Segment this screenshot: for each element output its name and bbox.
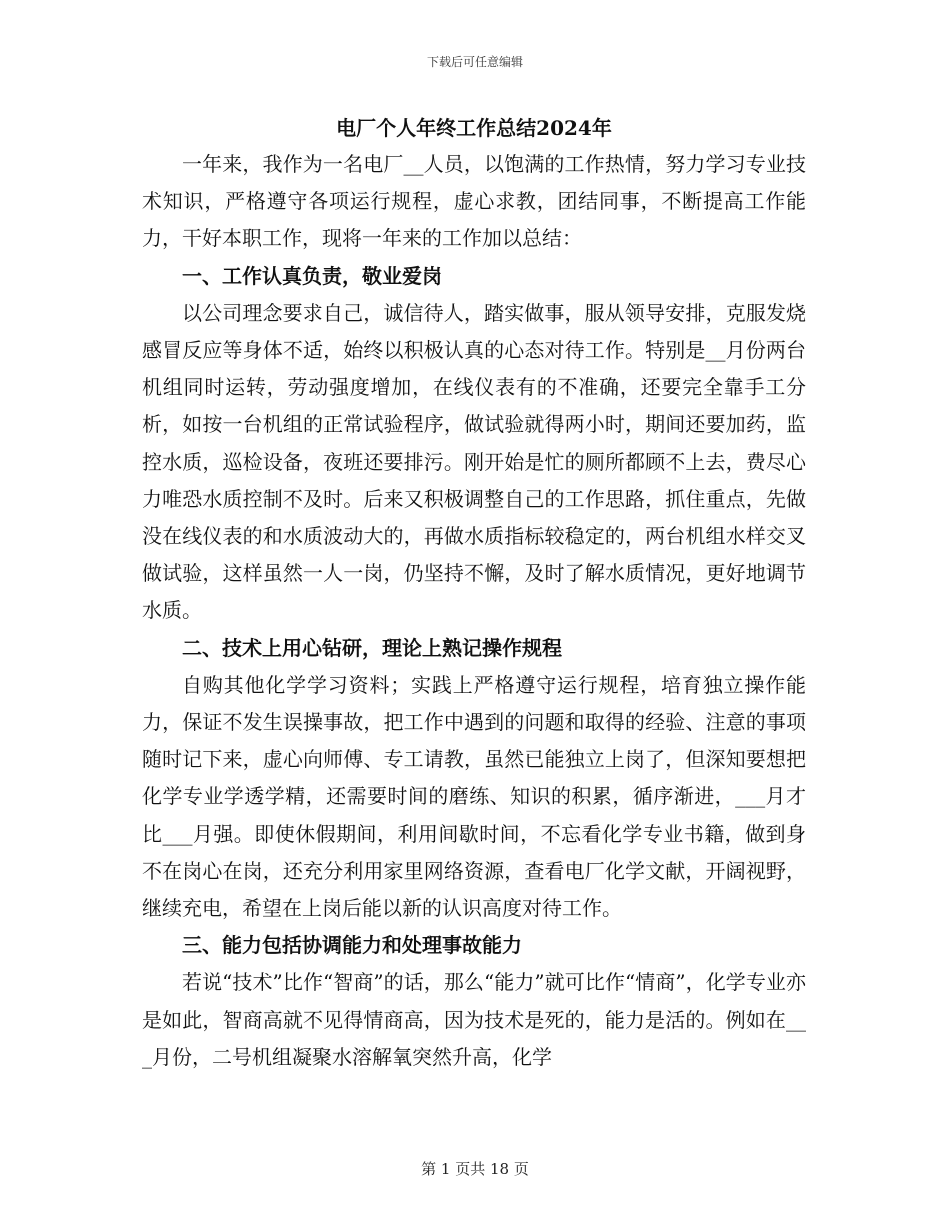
document-title: 电厂个人年终工作总结2024年: [336, 116, 612, 140]
page-number-footer: 第 1 页共 18 页: [421, 1160, 529, 1178]
section-1-body: 以公司理念要求自己，诚信待人，踏实做事，服从领导安排，克服发烧感冒反应等身体不适，始终以积极认真的心态对待工作。特别是__月份两台机组同时运转，劳动强度增加，在线仪表有的不准确，还要完全靠手工分析，如按一台机组的正常试验程序，做试验就得两小时，期间还要加药，监控水质，巡检设备，夜班还要排污。刚开始是忙的厕所都顾不上去，费尽心力唯恐水质控制不及时。后来又积极调整自己的工作思路，抓住重点，先做没在线仪表的和水质波动大的，再做水质指标较稳定的，两台机组水样交叉做试验，这样虽然一人一岗，仍坚持不懈，及时了解水质情况，更好地调节水质。: [142, 300, 806, 623]
intro-paragraph: 一年来，我作为一名电厂__人员，以饱满的工作热情，努力学习专业技术知识，严格遵守各项运行规程，虚心求教，团结同事，不断提高工作能力，干好本职工作，现将一年来的工作加以总结：: [142, 152, 806, 251]
section-3-body: 若说“技术”比作“智商”的话，那么“能力”就可比作“情商”，化学专业亦是如此，智商高就不见得情商高，因为技术是死的，能力是活的。例如在___月份，二号机组凝聚水溶解氧突然升高，化学: [142, 970, 806, 1069]
document-body: [142, 110, 806, 1076]
section-2-heading: 二、技术上用心钻研，理论上熟记操作规程: [182, 635, 562, 660]
section-1-heading: 一、工作认真负责，敬业爱岗: [182, 263, 442, 288]
section-3-heading: 三、能力包括协调能力和处理事故能力: [182, 933, 522, 958]
page-header-note: 下载后可任意编辑: [426, 55, 523, 69]
section-2-body: 自购其他化学学习资料；实践上严格遵守运行规程，培育独立操作能力，保证不发生误操事故，把工作中遇到的问题和取得的经验、注意的事项随时记下来，虚心向师傅、专工请教，虽然已能独立上岗了，但深知要想把化学专业学透学精，还需要时间的磨练、知识的积累，循序渐进，___月才比___月强。即使休假期间，利用间歇时间，不忘看化学专业书籍，做到身不在岗心在岗，还充分利用家里网络资源，查看电厂化学文献，开阔视野，继续充电，希望在上岗后能以新的认识高度对待工作。: [142, 672, 806, 921]
